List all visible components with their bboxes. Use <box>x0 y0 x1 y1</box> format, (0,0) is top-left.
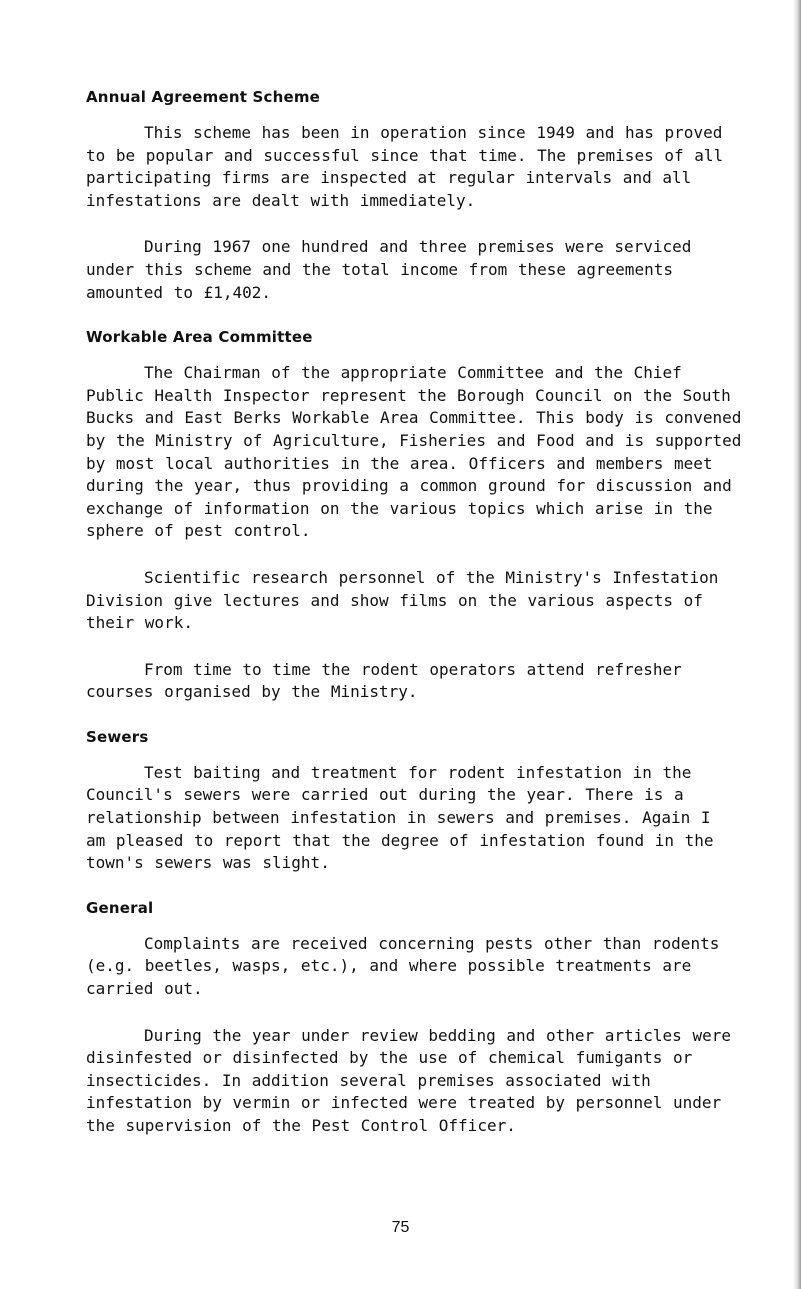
text-line: infestation by vermin or infected were treated by personnel under <box>86 1093 722 1113</box>
text-line: Bucks and East Berks Workable Area Committee. This body is convened <box>86 408 742 428</box>
paragraph <box>86 659 776 704</box>
text-line: insecticides. In addition several premises associated with <box>86 1070 651 1090</box>
text-line: amounted to £1,402. <box>86 282 272 302</box>
paragraph <box>86 362 776 543</box>
text-line: am pleased to report that the degree of infestation found in the <box>86 830 714 850</box>
page-number: 75 <box>391 1219 410 1236</box>
section-heading: Workable Area Committee <box>86 328 313 347</box>
text-line: by most local authorities in the area. Officers and members meet <box>86 453 713 473</box>
text-line: to be popular and successful since that time. The premises of all <box>86 145 724 165</box>
section-workable-area <box>86 328 776 704</box>
text-line: courses organised by the Ministry. <box>86 682 418 702</box>
paragraph <box>86 122 776 212</box>
document-body <box>86 88 776 1162</box>
text-line: relationship between infestation in sewers and premises. Again I <box>86 808 711 828</box>
text-line: Division give lectures and show films on the various aspects of <box>86 590 703 610</box>
text-line: During 1967 one hundred and three premises were serviced <box>144 237 692 257</box>
text-line: Scientific research personnel of the Ministry's Infestation <box>144 567 719 587</box>
text-line: Test baiting and treatment for rodent infestation in the <box>144 762 692 782</box>
text-line: From time to time the rodent operators attend refresher <box>144 659 682 679</box>
text-line: Complaints are received concerning pests other than rodents <box>144 933 720 953</box>
text-line: infestations are dealt with immediately. <box>86 190 476 210</box>
text-line: sphere of pest control. <box>86 521 311 541</box>
text-line: (e.g. beetles, wasps, etc.), and where possible treatments are <box>86 956 692 976</box>
text-line: Council's sewers were carried out during the year. There is a <box>86 785 684 805</box>
section-heading: Annual Agreement Scheme <box>86 88 321 106</box>
text-line: exchange of information on the various topics which arise in the <box>86 498 713 518</box>
text-line: participating firms are inspected at regular intervals and all <box>86 168 692 188</box>
text-line: the supervision of the Pest Control Officer. <box>86 1116 516 1135</box>
page-edge-shadow <box>793 0 801 1289</box>
text-line: under this scheme and the total income from these agreements <box>86 259 673 279</box>
section-annual-agreement <box>86 88 776 304</box>
text-line: The Chairman of the appropriate Committee and the Chief <box>144 363 682 383</box>
text-line: during the year, thus providing a common ground for discussion and <box>86 476 732 496</box>
paragraph <box>86 236 776 304</box>
section-heading: Sewers <box>86 727 149 746</box>
paragraph <box>86 762 776 875</box>
text-line: disinfested or disinfected by the use of chemical fumigants or <box>86 1048 693 1068</box>
paragraph <box>86 933 776 1001</box>
section-general <box>86 899 776 1138</box>
section-heading: General <box>86 898 154 917</box>
text-line: Public Health Inspector represent the Borough Council on the South <box>86 385 731 405</box>
text-line: During the year under review bedding and other articles were <box>144 1025 731 1045</box>
text-line: town's sewers was slight. <box>86 853 330 873</box>
paragraph <box>86 1025 776 1138</box>
text-line: This scheme has been in operation since 1949 and has proved <box>144 123 723 142</box>
text-line: carried out. <box>86 979 203 999</box>
text-line: by the Ministry of Agriculture, Fisheries and Food and is supported <box>86 430 742 450</box>
paragraph <box>86 567 776 635</box>
text-line: their work. <box>86 613 193 633</box>
section-sewers <box>86 728 776 875</box>
